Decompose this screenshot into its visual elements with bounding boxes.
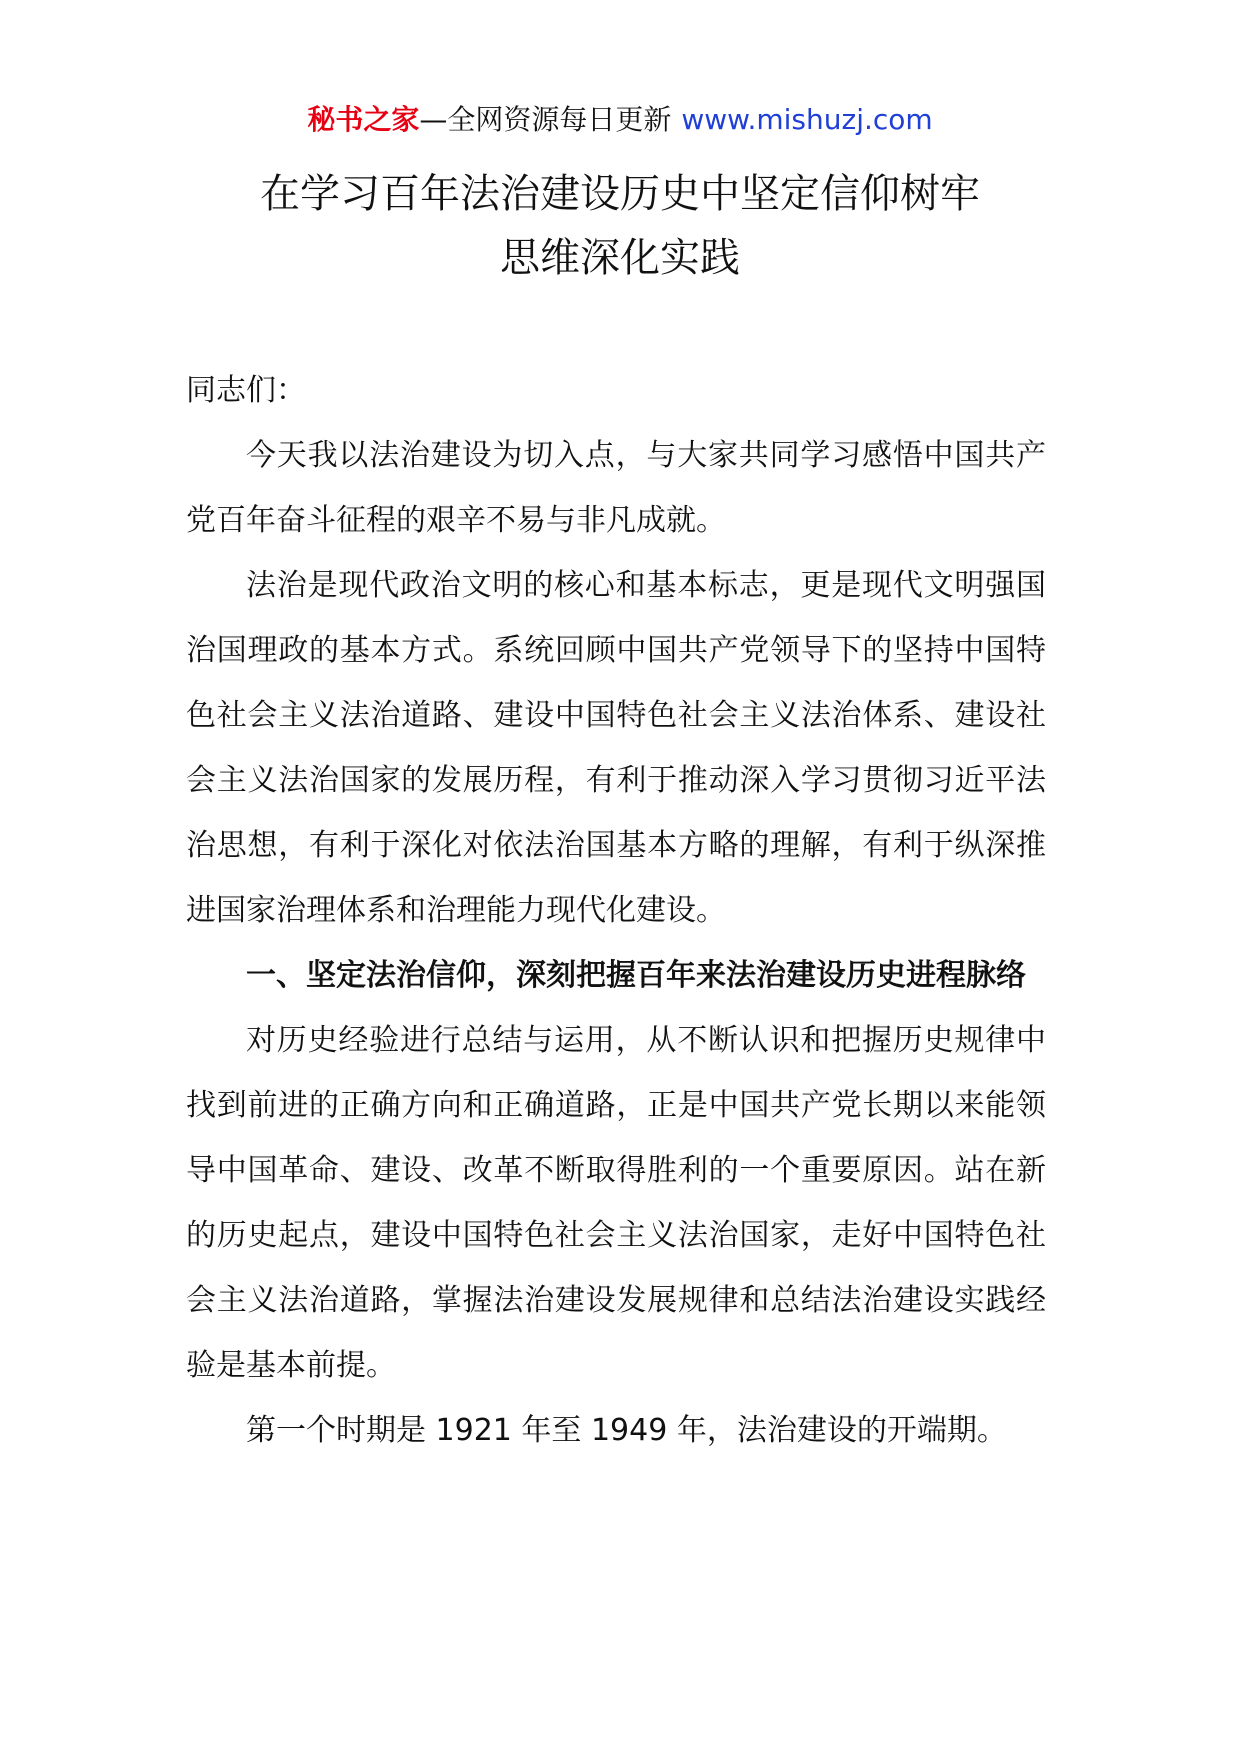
brand-name: 秘书之家 bbox=[307, 103, 420, 136]
banner-tagline: —全网资源每日更新 bbox=[419, 103, 672, 136]
paragraph-rule-of-law: 法治是现代政治文明的核心和基本标志，更是现代文明强国治国理政的基本方式。系统回顾中国共产党领导下的坚持中国特色社会主义法治道路、建设中国特色社会主义法治体系、建设社会主义法治国家的发展历程，有利于推动深入学习贯彻习近平法治思想，有利于深化对依法治国基本方略的理解，有利于纵深推进国家治理体系和治理能力现代化建设。 bbox=[186, 568, 1046, 928]
salutation: 同志们： bbox=[186, 373, 306, 408]
paragraph-history: 对历史经验进行总结与运用，从不断认识和把握历史规律中找到前进的正确方向和正确道路，正是中国共产党长期以来能领导中国革命、建设、改革不断取得胜利的一个重要原因。站在新的历史起点，建设中国特色社会主义法治国家，走好中国特色社会主义法治道路，掌握法治建设发展规律和总结法治建设实践经验是基本前提。 bbox=[186, 1023, 1046, 1383]
site-url-link[interactable]: www.mishuzj.com bbox=[681, 103, 933, 136]
paragraph-first-period: 第一个时期是 1921 年至 1949 年，法治建设的开端期。 bbox=[246, 1413, 1007, 1448]
title-line-2: 思维深化实践 bbox=[500, 235, 740, 281]
section-heading-1: 一、坚定法治信仰，深刻把握百年来法治建设历史进程脉络 bbox=[246, 958, 1026, 993]
document-title bbox=[0, 162, 1240, 290]
site-banner bbox=[0, 100, 1240, 140]
paragraph-intro: 今天我以法治建设为切入点，与大家共同学习感悟中国共产党百年奋斗征程的艰辛不易与非凡成就。 bbox=[186, 438, 1046, 538]
document-body bbox=[186, 358, 1046, 1463]
title-line-1: 在学习百年法治建设历史中坚定信仰树牢 bbox=[260, 171, 980, 217]
